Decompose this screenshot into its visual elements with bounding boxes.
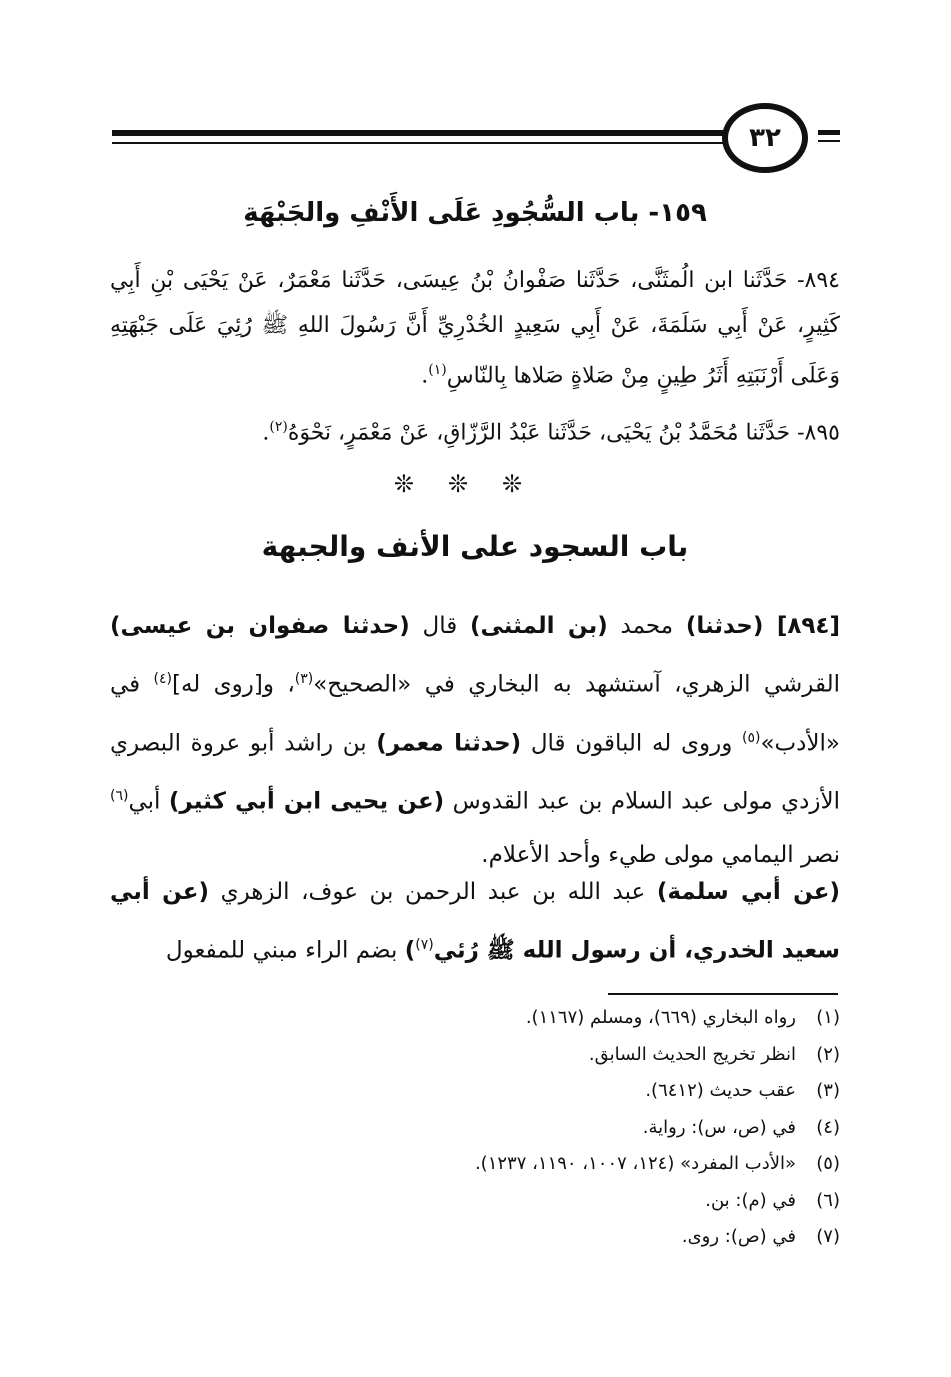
quote-abu-salama: (عن أبي سلمة) — [656, 879, 840, 905]
footnote-ref-7[interactable]: (٧) — [415, 937, 434, 953]
footnote-number: (١) — [816, 1007, 840, 1028]
footnote-item — [110, 1146, 840, 1183]
footnote-text: انظر تخريج الحديث السابق. — [588, 1043, 796, 1065]
text-segment: بن راشد أبو عروة البصري الأزدي مولى عبد السلام بن عبد القدوس — [110, 730, 840, 815]
footnote-ref-6[interactable]: (٦) — [110, 788, 129, 805]
chapter-title: ١٥٩- باب السُّجُودِ عَلَى الأَنْفِ والجَبْهَةِ — [243, 198, 707, 228]
header-rule-right — [818, 130, 840, 135]
footnote-text: في (ص، س): رواية. — [642, 1116, 796, 1138]
commentary-paragraph-2 — [110, 866, 840, 978]
hadith-895 — [110, 405, 840, 455]
footnote-ref-4[interactable]: (٤) — [153, 671, 172, 687]
page-header — [0, 100, 951, 180]
footnote-number: (٦) — [816, 1189, 840, 1211]
text-segment: عبد الله بن عبد الرحمن بن عوف، الزهري — [209, 879, 657, 905]
footnote-number: (٢) — [816, 1043, 840, 1065]
quote-mamar: (حدثنا معمر) — [376, 730, 522, 757]
header-rule-right-thin — [818, 140, 840, 142]
text-segment: في «الأدب» — [110, 671, 840, 757]
footnote-number: (٧) — [816, 1226, 840, 1247]
hadith-895-end: . — [262, 420, 270, 446]
footnotes — [110, 1000, 840, 1256]
text-segment: وروى له الباقون قال — [521, 730, 742, 757]
hadith-895-text: ٨٩٥- حَدَّثَنا مُحَمَّدُ بْنُ يَحْيَى، حَدَّثَنا عَبْدُ الرَّزّاقِ، عَنْ مَعْمَرٍ، نَحْوَهُ — [287, 420, 840, 446]
footnote-ref-5[interactable]: (٥) — [741, 729, 761, 746]
footnote-item — [110, 1073, 840, 1110]
footnote-text: رواه البخاري (٦٦٩)، ومسلم (١١٦٧). — [525, 1007, 796, 1028]
footnote-number: (٥) — [816, 1153, 840, 1174]
footnote-number: (٤) — [816, 1116, 840, 1138]
header-rule-thin — [112, 142, 724, 144]
text-segment: أبي — [128, 788, 169, 815]
text-segment: قال — [409, 613, 470, 639]
section-separator: ❊❊❊ — [393, 470, 557, 498]
quote-yahya: (عن يحيى ابن أبي كثير) — [168, 788, 445, 815]
footnote-item — [110, 1183, 840, 1220]
footnote-ref-1[interactable]: (١) — [428, 362, 447, 378]
text-segment: محمد — [607, 613, 686, 639]
footnote-text: عقب حديث (٦٤١٢). — [645, 1080, 796, 1101]
text-segment: بضم الراء مبني للمفعول — [165, 937, 405, 964]
quote-safwan: (حدثنا صفوان بن عيسى) — [110, 613, 410, 639]
quote-haddathana: [٨٩٤] (حدثنا) — [685, 613, 840, 639]
quote-abu-said: (عن أبي سعيد الخدري، أن رسول الله ﷺ رُئي — [110, 879, 840, 964]
footnote-item — [110, 1037, 840, 1074]
footnote-text: «الأدب المفرد» (١٢٤، ١٠٠٧، ١١٩٠، ١٢٣٧). — [474, 1153, 796, 1174]
text-segment: ، و[روى له] — [172, 671, 295, 698]
text-segment: نصر اليمامي مولى طيء وأحد الأعلام. — [481, 841, 840, 868]
footnote-item — [110, 1219, 840, 1256]
quote-close: ) — [404, 937, 416, 964]
footnote-text: في (م): بن. — [705, 1189, 796, 1211]
text-segment: القرشي الزهري، آستشهد به البخاري في «الصحيح» — [313, 671, 841, 698]
page-number: ٣٢ — [722, 103, 808, 173]
footnote-text: في (ص): روى. — [681, 1226, 796, 1247]
header-rule-thick — [112, 130, 724, 136]
hadith-894-end: . — [421, 363, 429, 389]
footnote-item — [110, 1110, 840, 1147]
footnote-ref-3[interactable]: (٣) — [294, 671, 314, 687]
hadith-894-text: ٨٩٤- حَدَّثَنا ابن الُمثَنَّى، حَدَّثَنا صَفْوانُ بْنُ عِيسَى، حَدَّثَنا مَعْمَرٌ، عَنْ يَحْيَى بْنِ أَبِي كَثِيرٍ، عَنْ أَبِي سَلَمَةَ، عَنْ أَبِي سَعِيدٍ الخُدْرِيِّ أَنَّ رَسُولَ اللهِ ﷺ رُئِيَ عَلَى جَبْهَتِهِ وَعَلَى أَرْنَبَتِهِ أَثَرُ طِينٍ مِنْ صَلاةٍ صَلاها بِالنّاسِ — [110, 268, 840, 389]
footnote-item — [110, 1000, 840, 1037]
footnote-divider — [608, 993, 838, 995]
commentary-title: باب السجود على الأنف والجبهة — [261, 530, 689, 563]
footnote-number: (٣) — [816, 1080, 840, 1101]
hadith-894 — [110, 258, 840, 398]
footnote-ref-2[interactable]: (٢) — [269, 419, 288, 435]
quote-ibn-muthanna: (بن المثنى) — [469, 613, 608, 639]
commentary-paragraph-1 — [110, 600, 840, 882]
